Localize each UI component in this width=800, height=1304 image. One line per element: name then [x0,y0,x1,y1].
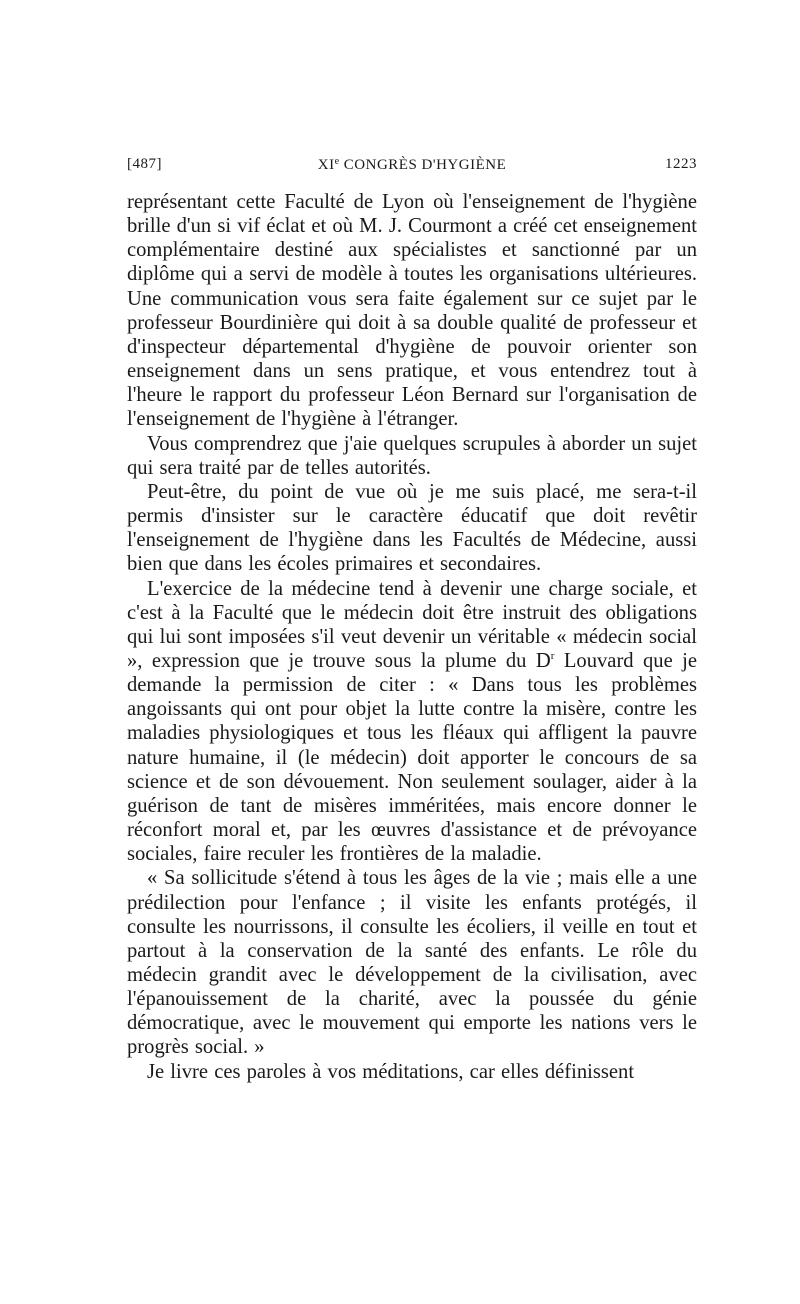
running-title-superscript: e [334,156,340,167]
body-text [127,190,697,1084]
paragraph-1: représentant cette Faculté de Lyon où l'enseignement de l'hygiène brille d'un si vif éclat et où M. J. Courmont a créé cet enseignement complémentaire destiné aux spécialistes et sanctionné par un diplôme qui a servi de modèle à toutes les organisations ultérieures. Une communication vous sera faite également sur ce sujet par le professeur Bourdinière qui doit à sa double qualité de professeur et d'inspecteur départemental d'hygiène de pouvoir orienter son enseignement dans un sens pratique, et vous entendrez tout à l'heure le rapport du professeur Léon Bernard sur l'organisation de l'enseignement de l'hygiène à l'étranger. [127,191,697,431]
paragraph-5: « Sa sollicitude s'étend à tous les âges de la vie ; mais elle a une prédilection pour l'enfance ; il visite les enfants protégés, il consulte les nourrissons, il consulte les écoliers, il veille en tout et partout à la conservation de la santé des enfants. Le rôle du médecin grandit avec le développement de la civilisation, avec l'épanouissement de la charité, avec la poussée du génie démocratique, avec le mouvement qui emporte les nations vers le progrès social. » [127,867,697,1059]
page [127,148,697,1084]
running-title-main: XI [317,157,335,173]
paragraph-4-part-1: L'exercice de la médecine tend à devenir une charge sociale, et c'est à la Faculté que le médecin doit être instruit des obligations qui lui sont imposées s'il veut devenir un véritable « médecin social », expression que je trouve sous la plume du D [127,577,697,672]
running-header [127,148,697,176]
running-title [127,156,697,174]
page-number: 1223 [665,156,697,172]
paragraph-2: Vous comprendrez que j'aie quelques scrupules à aborder un sujet qui sera traité par de telles autorités. [127,432,697,479]
paragraph-4 [127,577,697,867]
paragraph-4-superscript: r [550,649,555,662]
running-title-rest: CONGRÈS D'HYGIÈNE [339,157,507,173]
paragraph-3: Peut-être, du point de vue où je me suis placé, me sera-t-il permis d'insister sur le caractère éducatif que doit revêtir l'enseignement de l'hygiène dans les Facultés de Médecine, aussi bien que dans les écoles primaires et secondaires. [127,480,697,576]
paragraph-4-part-2: Louvard que je demande la permission de citer : « Dans tous les problèmes angoissants qui ont pour objet la lutte contre la misère, contre les maladies physiologiques et tous les fléaux qui affligent la pauvre nature humaine, il (le médecin) doit apporter le concours de sa science et de son dévouement. Non seulement soulager, aider à la guérison de tant de misères imméritées, mais encore donner le réconfort moral et, par les œuvres d'assistance et de prévoyance sociales, faire reculer les frontières de la maladie. [127,649,697,866]
paragraph-6: Je livre ces paroles à vos méditations, car elles définissent [147,1060,635,1083]
page-reference: [487] [127,156,162,172]
